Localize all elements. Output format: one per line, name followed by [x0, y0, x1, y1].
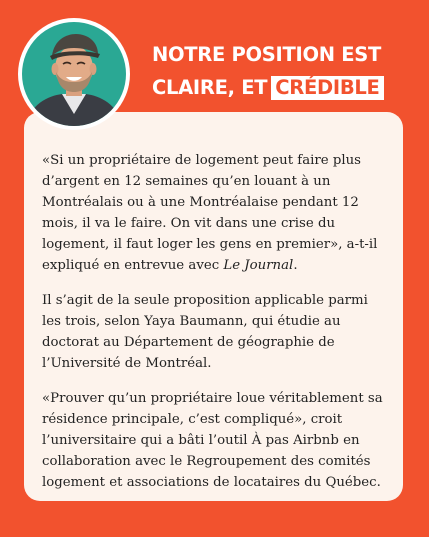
publication-name: Le Journal	[223, 258, 294, 273]
avatar	[18, 18, 130, 130]
headline-highlight: CRÉDIBLE	[271, 76, 383, 100]
paragraph-1-end: .	[293, 258, 298, 273]
paragraph-1	[42, 150, 389, 276]
headline-line-1: NOTRE POSITION EST	[152, 43, 382, 66]
article-card	[24, 112, 403, 501]
paragraph-1-text: «Si un propriétaire de logement peut faire plus d’argent en 12 semaines qu’en louant à un Montréalais ou à une Montréalaise pendant 12 mois, il va le faire. On vit dans une crise du logement, il faut loger les gens en premier», a-t-il expliqué en entrevue avec	[42, 153, 378, 273]
headline-prefix: CLAIRE, ET	[152, 76, 268, 99]
paragraph-2: Il s’agit de la seule proposition applicable parmi les trois, selon Yaya Baumann, qui étudie au doctorat au Département de géographie de l’Université de Montréal.	[42, 293, 368, 371]
person-photo-icon	[22, 22, 126, 126]
headline	[152, 38, 384, 104]
headline-line-2	[152, 71, 384, 104]
paragraph-3: «Prouver qu’un propriétaire loue véritablement sa résidence principale, c’est compliqué», croit l’universitaire qui a bâti l’outil À pas Airbnb en collaboration avec le Regroupement des comités logement et associations de locataires du Québec.	[42, 391, 383, 490]
